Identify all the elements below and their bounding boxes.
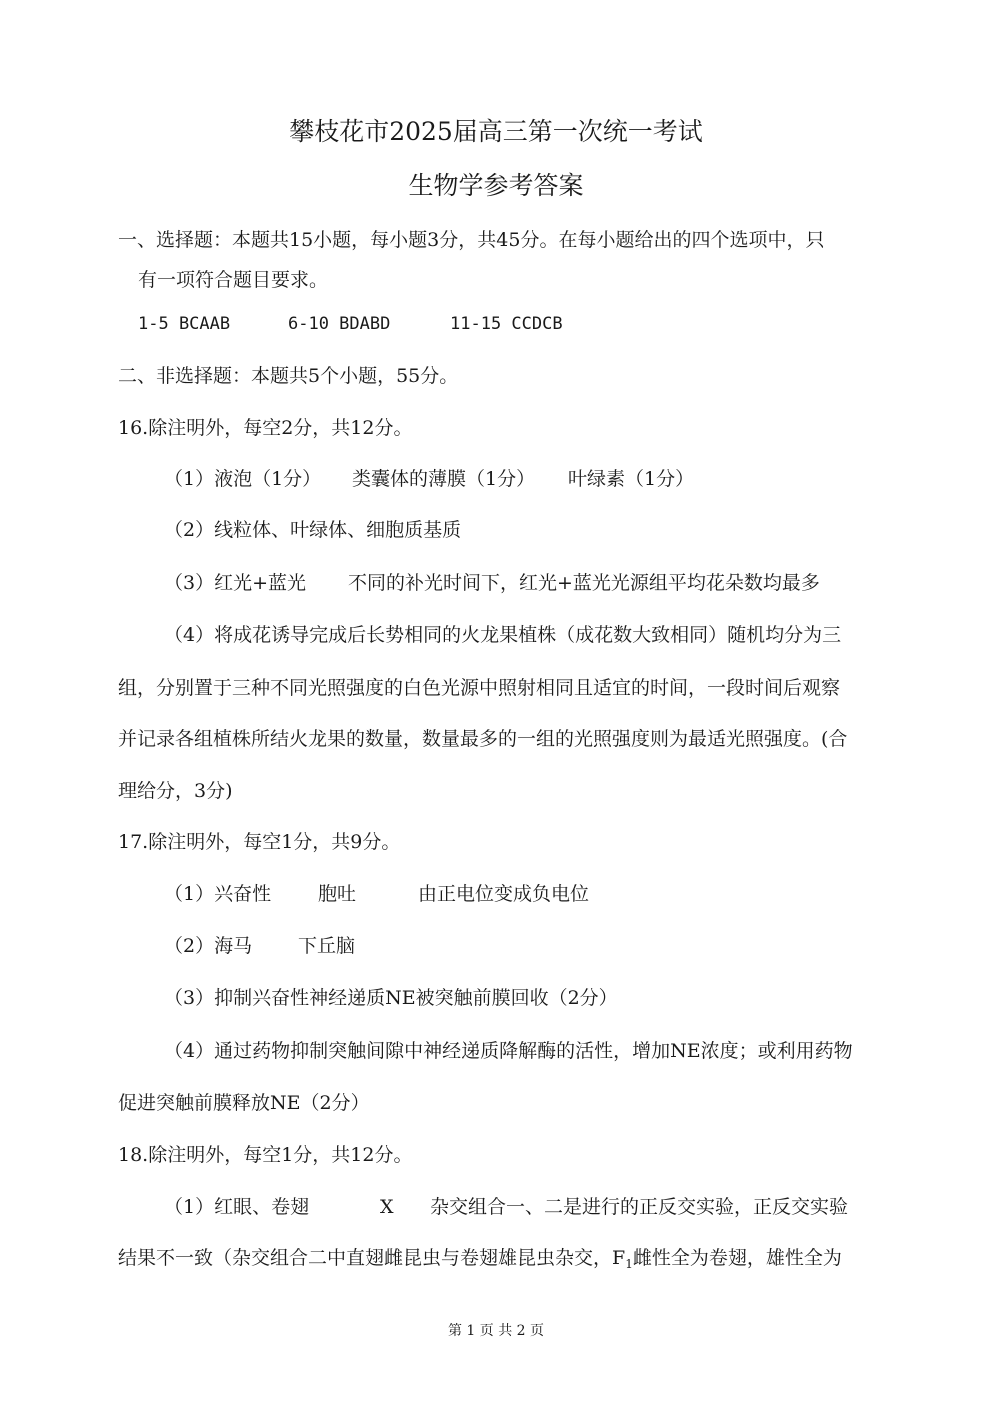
q17-part2-b: 下丘脑 bbox=[298, 935, 356, 957]
section1-heading-line2: 有一项符合题目要求。 bbox=[138, 269, 329, 291]
answer-group-2: 6-10 BDABD bbox=[288, 314, 391, 334]
q16-part1-b: 类囊体的薄膜（1分） bbox=[352, 468, 536, 490]
q16-part1-c: 叶绿素（1分） bbox=[568, 468, 695, 490]
q17-part4-line2: 促进突触前膜释放NE（2分） bbox=[118, 1092, 370, 1114]
q18-line-before: 结果不一致（杂交组合二中直翅雌昆虫与卷翅雄昆虫杂交，F bbox=[118, 1247, 626, 1269]
q17-part3: （3）抑制兴奋性神经递质NE被突触前膜回收（2分） bbox=[164, 987, 618, 1009]
page-footer: 第 1 页 共 2 页 bbox=[447, 1323, 545, 1339]
q16-part3-a: （3）红光+蓝光 bbox=[164, 572, 307, 594]
page-title: 攀枝花市2025届高三第一次统一考试 bbox=[289, 117, 703, 146]
q17-part1-a: （1）兴奋性 bbox=[164, 883, 272, 905]
q17-part4-line1: （4）通过药物抑制突触间隙中神经递质降解酶的活性，增加NE浓度；或利用药物 bbox=[164, 1040, 853, 1062]
q17-part2-a: （2）海马 bbox=[164, 935, 253, 957]
q16-heading: 16.除注明外，每空2分，共12分。 bbox=[118, 417, 413, 439]
q16-part2: （2）线粒体、叶绿体、细胞质基质 bbox=[164, 519, 462, 541]
q16-part4-line3: 并记录各组植株所结火龙果的数量，数量最多的一组的光照强度则为最适光照强度。(合 bbox=[118, 728, 848, 750]
q17-part1-b: 胞吐 bbox=[318, 883, 357, 905]
q18-part1-c: 杂交组合一、二是进行的正反交实验，正反交实验 bbox=[430, 1196, 849, 1218]
q17-part1-c: 由正电位变成负电位 bbox=[418, 883, 590, 905]
answer-group-1: 1-5 BCAAB bbox=[138, 314, 231, 334]
q16-part1-a: （1）液泡（1分） bbox=[164, 468, 322, 490]
q18-part1-a: （1）红眼、卷翅 bbox=[164, 1196, 310, 1218]
f1-subscript: 1 bbox=[625, 1257, 633, 1271]
answer-group-3: 11-15 CCDCB bbox=[450, 314, 563, 334]
q16-part4-line1: （4）将成花诱导完成后长势相同的火龙果植株（成花数大致相同）随机均分为三 bbox=[164, 624, 842, 646]
q16-part4-line4: 理给分，3分) bbox=[118, 780, 233, 802]
page-subtitle: 生物学参考答案 bbox=[408, 171, 584, 200]
section2-heading: 二、非选择题：本题共5个小题，55分。 bbox=[118, 365, 459, 387]
q18-line-after: 雌性全为卷翅，雄性全为 bbox=[632, 1247, 842, 1269]
q18-part1-continuation bbox=[118, 1246, 842, 1276]
q18-part1-b: X bbox=[380, 1196, 394, 1218]
section1-heading-line1: 一、选择题：本题共15小题，每小题3分，共45分。在每小题给出的四个选项中，只 bbox=[118, 229, 825, 251]
q16-part4-line2: 组，分别置于三种不同光照强度的白色光源中照射相同且适宜的时间，一段时间后观察 bbox=[118, 677, 841, 699]
q16-part3-b: 不同的补光时间下，红光+蓝光光源组平均花朵数均最多 bbox=[348, 572, 820, 594]
q18-heading: 18.除注明外，每空1分，共12分。 bbox=[118, 1144, 413, 1166]
q17-heading: 17.除注明外，每空1分，共9分。 bbox=[118, 831, 401, 853]
